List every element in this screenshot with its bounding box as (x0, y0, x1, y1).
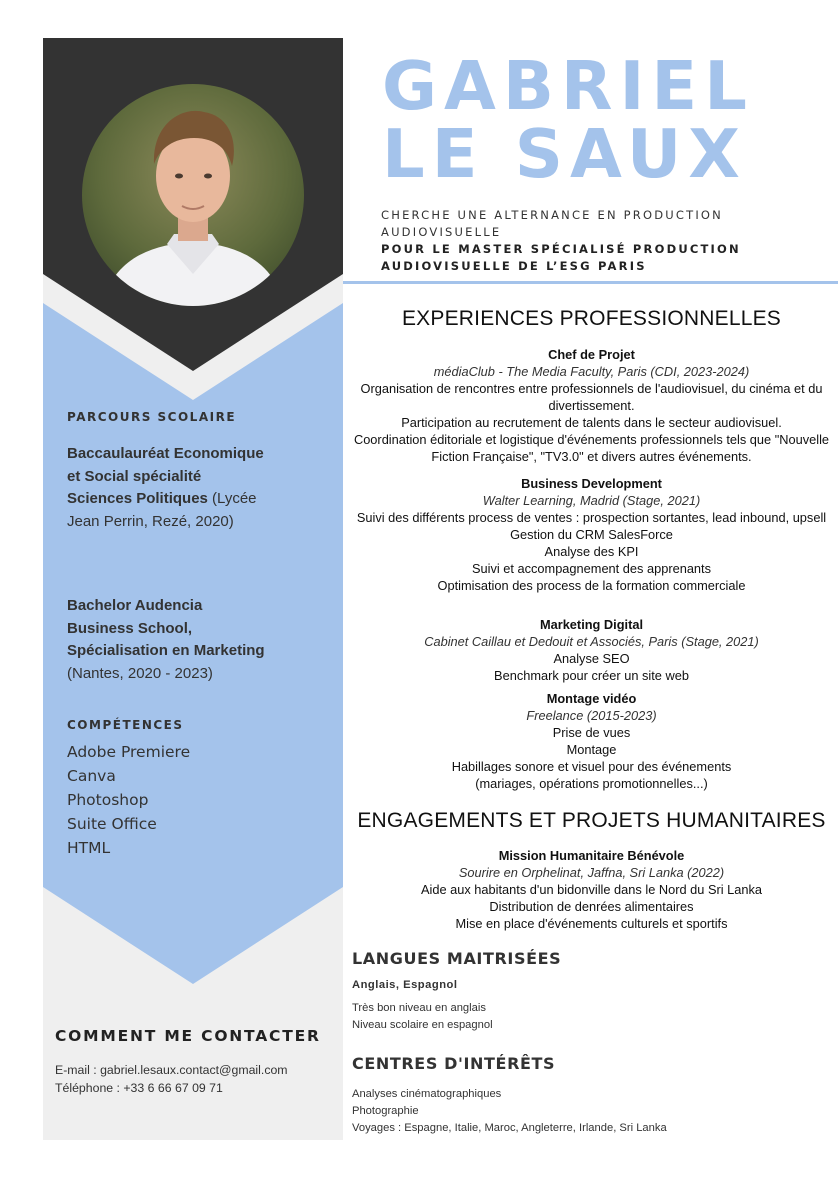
job-line: Analyse SEO (553, 651, 630, 666)
job-line: Habillages sonore et visuel pour des événements (451, 759, 732, 774)
engagement-role: Mission Humanitaire Bénévole (498, 848, 685, 863)
skill-item: Canva (67, 767, 116, 785)
competences-heading: COMPÉTENCES (67, 718, 184, 732)
job-organization: Walter Learning, Madrid (Stage, 2021) (482, 493, 701, 508)
last-name: LE SAUX (382, 115, 747, 193)
tagline (381, 207, 801, 275)
contact-email: E-mail : gabriel.lesaux.contact@gmail.com (55, 1063, 288, 1077)
profile-photo (82, 84, 304, 306)
header-divider (343, 281, 838, 284)
engagement-line: Aide aux habitants d'un bidonville dans le Nord du Sri Lanka (420, 882, 763, 897)
parcours-scolaire-heading: PARCOURS SCOLAIRE (67, 410, 237, 424)
job-role: Marketing Digital (539, 617, 644, 632)
job-organization: médiaClub - The Media Faculty, Paris (CDI, 2023-2024) (433, 364, 750, 379)
languages-section (352, 949, 822, 968)
first-name: GABRIEL (382, 47, 754, 125)
job-line: Suivi des différents process de ventes : prospection sortantes, lead inbound, upsell (356, 510, 827, 525)
interests-heading: CENTRES D'INTÉRÊTS (352, 1054, 556, 1073)
skills-list (67, 740, 190, 860)
education-degree: Bachelor Audencia Business School, Spécialisation en Marketing (67, 597, 265, 659)
tagline-text: CHERCHE UNE ALTERNANCE EN PRODUCTION AUDIOVISUELLE (381, 208, 723, 239)
languages-subtitle: Anglais, Espagnol (352, 979, 458, 991)
education-item (67, 443, 267, 533)
tagline-bold-text: POUR LE MASTER SPÉCIALISÉ PRODUCTION AUDIOVISUELLE DE L’ESG PARIS (381, 242, 741, 273)
engagements-heading: ENGAGEMENTS ET PROJETS HUMANITAIRES (357, 809, 826, 832)
job-role: Montage vidéo (546, 691, 637, 706)
skill-item: Photoshop (67, 791, 149, 809)
candidate-name (382, 47, 754, 193)
job-line: (mariages, opérations promotionnelles...) (475, 776, 708, 791)
education-degree: Baccaulauréat Economique et Social spécialité Sciences Politiques (67, 445, 264, 507)
experience-item (345, 346, 838, 465)
interest-line: Photographie (352, 1105, 419, 1117)
contact-phone: Téléphone : +33 6 66 67 09 71 (55, 1081, 223, 1095)
interests-list (352, 1086, 822, 1137)
education-details: (Lycée Jean Perrin, Rezé, 2020) (67, 490, 257, 530)
skill-item: Adobe Premiere (67, 743, 191, 761)
job-line: Montage (566, 742, 617, 757)
engagements-section (345, 808, 838, 834)
job-role: Chef de Projet (548, 347, 635, 362)
experience-item (345, 475, 838, 594)
language-line: Niveau scolaire en espagnol (352, 1019, 493, 1031)
job-role: Business Development (521, 476, 662, 491)
job-line: Suivi et accompagnement des apprenants (471, 561, 712, 576)
language-line: Très bon niveau en anglais (352, 1002, 486, 1014)
job-organization: Freelance (2015-2023) (526, 708, 657, 723)
job-line: Analyse des KPI (544, 544, 639, 559)
engagement-line: Distribution de denrées alimentaires (489, 899, 694, 914)
experiences-section (345, 306, 838, 332)
contact-info (55, 1061, 288, 1097)
skill-item: Suite Office (67, 815, 157, 833)
education-details: (Nantes, 2020 - 2023) (67, 664, 213, 682)
job-line: Optimisation des process de la formation commerciale (437, 578, 746, 593)
job-line: Benchmark pour créer un site web (494, 668, 689, 683)
contact-heading: COMMENT ME CONTACTER (55, 1027, 321, 1045)
skill-item: HTML (67, 839, 111, 857)
languages-list (352, 1000, 822, 1034)
experience-item (345, 616, 838, 684)
interest-line: Voyages : Espagne, Italie, Maroc, Angleterre, Irlande, Sri Lanka (352, 1122, 667, 1134)
languages-heading: LANGUES MAITRISÉES (352, 949, 562, 968)
interest-line: Analyses cinématographiques (352, 1088, 502, 1100)
job-line: Participation au recrutement de talents dans le secteur audiovisuel. (401, 415, 782, 430)
interests-section (352, 1054, 822, 1073)
job-line: Coordination éditoriale et logistique d'événements professionnels tels que "Nouvelle Fiction Française", "TV3.0" et divers autres événements. (353, 432, 830, 464)
job-organization: Cabinet Caillau et Dedouit et Associés, Paris (Stage, 2021) (424, 634, 759, 649)
engagement-item (345, 847, 838, 932)
engagement-organization: Sourire en Orphelinat, Jaffna, Sri Lanka (2022) (458, 865, 725, 880)
job-line: Gestion du CRM SalesForce (510, 527, 673, 542)
education-item (67, 595, 267, 685)
job-line: Prise de vues (552, 725, 631, 740)
job-line: Organisation de rencontres entre professionnels de l'audiovisuel, du cinéma et du divertissement. (360, 381, 823, 413)
engagement-line: Mise en place d'événements culturels et sportifs (455, 916, 728, 931)
experience-item (345, 690, 838, 792)
experiences-heading: EXPERIENCES PROFESSIONNELLES (401, 307, 782, 330)
